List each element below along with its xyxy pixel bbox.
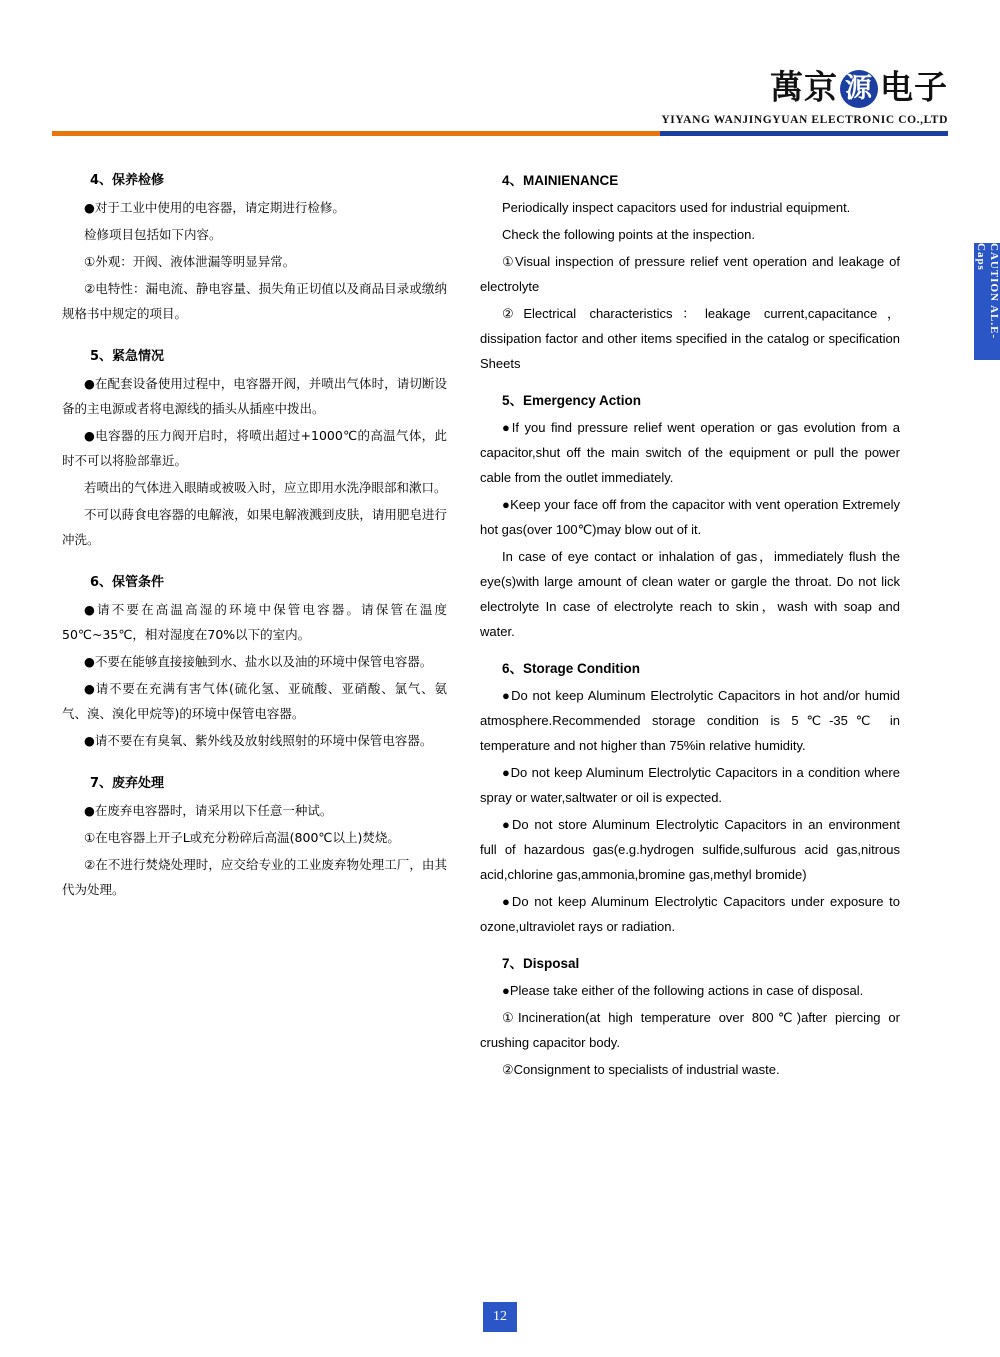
section-disposal-en bbox=[480, 951, 900, 1082]
page-number: 12 bbox=[493, 1309, 507, 1324]
section-emergency-en bbox=[480, 388, 900, 644]
section-line: ●Do not keep Aluminum Electrolytic Capacitors in a condition where spray or water,saltwater or oil is expected. bbox=[480, 765, 900, 805]
section-line: ●Please take either of the following actions in case of disposal. bbox=[502, 983, 864, 998]
section-line: ①Visual inspection of pressure relief vent operation and leakage of electrolyte bbox=[480, 254, 900, 294]
section-line: ●不要在能够直接接触到水、盐水以及油的环境中保管电容器。 bbox=[84, 654, 433, 669]
logo-highlight-char: 源 bbox=[840, 70, 878, 108]
company-logo bbox=[661, 67, 948, 126]
section-line: ●Do not keep Aluminum Electrolytic Capacitors in hot and/or humid atmosphere.Recommended storage condition is 5℃-35℃ in temperature and not higher than 75%in relative humidity. bbox=[480, 688, 900, 753]
side-tab-caution bbox=[974, 243, 1000, 360]
page-header bbox=[0, 0, 1000, 140]
section-disposal-cn bbox=[62, 771, 447, 902]
section-line: ②电特性：漏电流、静电容量、损失角正切值以及商品目录或缴纳规格书中规定的项目。 bbox=[62, 281, 447, 321]
column-english bbox=[480, 168, 900, 1094]
section-title: 5、紧急情况 bbox=[90, 349, 165, 364]
section-maintenance-en bbox=[480, 168, 900, 376]
section-line: ●Do not store Aluminum Electrolytic Capacitors in an environment full of hazardous gas(e.g.hydrogen sulfide,sulfurous acid gas,nitrous acid,chlorine gas,ammonia,bromine gas,methyl bromide) bbox=[480, 817, 900, 882]
column-chinese bbox=[62, 168, 447, 920]
divider-orange-segment bbox=[52, 131, 660, 136]
section-title: 6、Storage Condition bbox=[502, 661, 640, 676]
section-line: ②Electrical characteristics：leakage current,capacitance，dissipation factor and other items specified in the catalog or specification Sheets bbox=[480, 306, 900, 371]
section-line: ●Do not keep Aluminum Electrolytic Capacitors under exposure to ozone,ultraviolet rays or radiation. bbox=[480, 894, 900, 934]
logo-text-part1: 萬京 bbox=[770, 67, 838, 107]
section-title: 5、Emergency Action bbox=[502, 393, 642, 408]
section-line: ●请不要在高温高湿的环境中保管电容器。请保管在温度50℃~35℃，相对湿度在70%以下的室内。 bbox=[62, 602, 447, 642]
section-storage-cn bbox=[62, 570, 447, 753]
section-line: 检修项目包括如下内容。 bbox=[84, 227, 222, 242]
logo-english-name: YIYANG WANJINGYUAN ELECTRONIC CO.,LTD bbox=[661, 114, 948, 126]
section-line: ①外观：开阀、液体泄漏等明显异常。 bbox=[84, 254, 296, 269]
section-line: ②Consignment to specialists of industrial waste. bbox=[502, 1062, 780, 1077]
logo-text-part2: 电子 bbox=[880, 67, 948, 107]
section-title: 7、废弃处理 bbox=[90, 776, 165, 791]
section-maintenance-cn bbox=[62, 168, 447, 326]
section-line: Periodically inspect capacitors used for industrial equipment. bbox=[502, 200, 851, 215]
section-line: Check the following points at the inspection. bbox=[502, 227, 755, 242]
section-line: ●请不要在有臭氧、紫外线及放射线照射的环境中保管电容器。 bbox=[84, 733, 433, 748]
section-line: ●电容器的压力阀开启时，将喷出超过+1000℃的高温气体，此时不可以将脸部靠近。 bbox=[62, 428, 447, 468]
section-line: 若喷出的气体进入眼睛或被吸入时，应立即用水洗净眼部和漱口。 bbox=[84, 480, 447, 495]
section-title: 6、保管条件 bbox=[90, 575, 165, 590]
section-line: ●Keep your face off from the capacitor with vent operation Extremely hot gas(over 100℃)may blow out of it. bbox=[480, 497, 900, 537]
header-divider bbox=[52, 131, 948, 136]
divider-blue-segment bbox=[660, 131, 948, 136]
section-line: ●对于工业中使用的电容器，请定期进行检修。 bbox=[84, 200, 345, 215]
section-title: 7、Disposal bbox=[502, 956, 580, 971]
section-line: In case of eye contact or inhalation of gas，immediately flush the eye(s)with large amount of clean water or gargle the throat. Do not lick electrolyte In case of electrolyte reach to skin，wash with soap and water. bbox=[480, 549, 900, 639]
section-line: ●在废弃电容器时，请采用以下任意一种试。 bbox=[84, 803, 333, 818]
section-emergency-cn bbox=[62, 344, 447, 552]
section-line: ●If you find pressure relief went operation or gas evolution from a capacitor,shut off the main switch of the equipment or pull the power cable from the outlet immediately. bbox=[480, 420, 900, 485]
section-line: ●请不要在充满有害气体(硫化氢、亚硫酸、亚硝酸、氯气、氨气、溴、溴化甲烷等)的环境中保管电容器。 bbox=[62, 681, 447, 721]
page-number-badge bbox=[483, 1302, 517, 1332]
section-storage-en bbox=[480, 656, 900, 939]
section-line: ●在配套设备使用过程中，电容器开阀，并喷出气体时，请切断设备的主电源或者将电源线的插头从插座中拨出。 bbox=[62, 376, 447, 416]
section-title: 4、保养检修 bbox=[90, 173, 165, 188]
logo-chinese-name bbox=[661, 67, 948, 108]
side-tab-label: CAUTION AL.E-Caps bbox=[975, 243, 1000, 340]
section-line: ①在电容器上开子L或充分粉碎后高温(800℃以上)焚烧。 bbox=[84, 830, 400, 845]
section-line: 不可以蒔食电容器的电解液，如果电解液溅到皮肤，请用肥皂进行冲洗。 bbox=[62, 507, 447, 547]
section-title: 4、MAINIENANCE bbox=[502, 173, 619, 188]
section-line: ①Incineration(at high temperature over 800℃)after piercing or crushing capacitor body. bbox=[480, 1010, 900, 1050]
section-line: ②在不进行焚烧处理时，应交给专业的工业废弃物处理工厂，由其代为处理。 bbox=[62, 857, 447, 897]
